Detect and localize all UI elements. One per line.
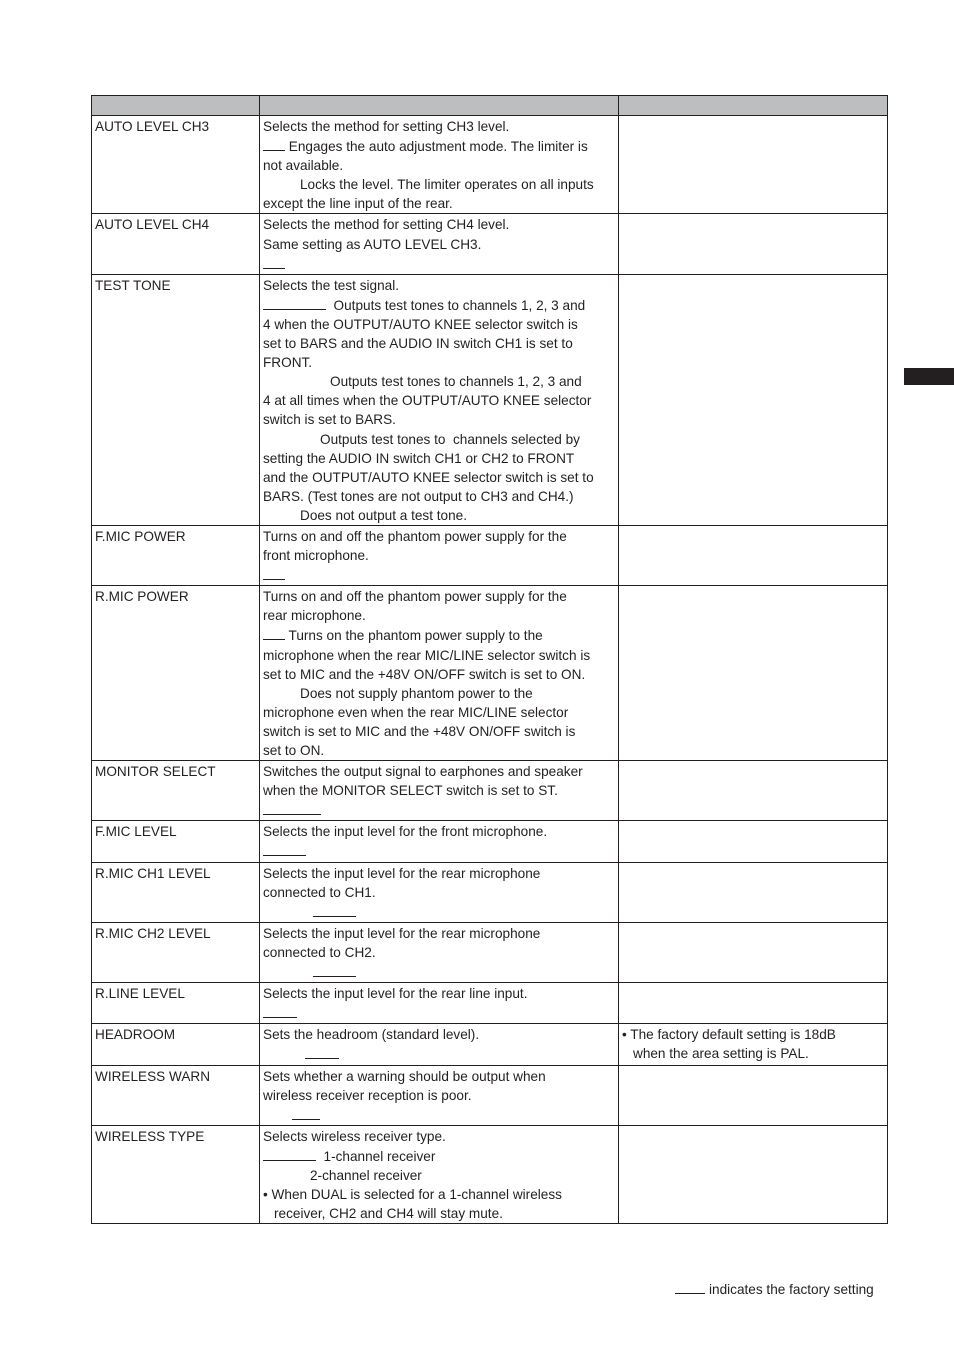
- description-text: set to ON.: [263, 743, 325, 758]
- description-line: [263, 800, 615, 820]
- item-remarks: [619, 586, 888, 761]
- description-line: [263, 781, 615, 800]
- table-row: [92, 983, 888, 1024]
- description-line: [263, 883, 615, 902]
- description-line: [263, 295, 615, 315]
- description-line: [263, 1127, 615, 1146]
- item-name: AUTO LEVEL CH4: [92, 214, 260, 274]
- description-line: [263, 1146, 615, 1166]
- factory-setting-underline: [263, 254, 285, 269]
- description-line: [263, 136, 615, 156]
- table-body: [92, 116, 888, 1224]
- description-line: [263, 587, 615, 606]
- factory-setting-underline: [305, 1044, 339, 1059]
- description-text: connected to CH2.: [263, 944, 376, 960]
- table-row: [92, 821, 888, 862]
- description-line: [263, 984, 615, 1003]
- description-line: [263, 606, 615, 625]
- description-text: Selects the test signal.: [263, 277, 400, 293]
- factory-setting-underline: [263, 625, 285, 640]
- description-line: [263, 625, 615, 645]
- item-name: F.MIC POWER: [92, 525, 260, 585]
- remark-text: The factory default setting is 18dB: [630, 1027, 836, 1043]
- factory-setting-underline: [263, 1003, 297, 1018]
- item-remarks: [619, 983, 888, 1024]
- remark-line: [622, 1025, 884, 1044]
- factory-setting-underline: [263, 295, 326, 310]
- description-text: BARS. (Test tones are not output to CH3 and CH4.): [263, 488, 574, 504]
- description-text: and the OUTPUT/AUTO KNEE selector switch is set to: [263, 469, 594, 485]
- table-row: [92, 922, 888, 982]
- description-text: 4 when the OUTPUT/AUTO KNEE selector switch is: [263, 316, 578, 332]
- item-remarks: [619, 274, 888, 525]
- description-line: [263, 943, 615, 962]
- header-remarks: [619, 96, 888, 116]
- bullet: •: [263, 1187, 272, 1203]
- remark-line: [622, 1044, 884, 1063]
- description-text: Selects the input level for the rear microphone: [263, 925, 541, 941]
- description-line: [263, 1105, 615, 1125]
- table-row: [92, 586, 888, 761]
- description-line: [263, 430, 615, 449]
- item-name: WIRELESS WARN: [92, 1065, 260, 1125]
- table-row: [92, 116, 888, 214]
- description-line: [263, 546, 615, 565]
- description-line: [263, 215, 615, 234]
- description-text: wireless receiver reception is poor.: [263, 1087, 472, 1103]
- description-text: When DUAL is selected for a 1-channel wireless: [271, 1187, 562, 1203]
- item-remarks: [619, 116, 888, 214]
- item-remarks: [619, 525, 888, 585]
- description-text: Selects the input level for the front microphone.: [263, 824, 548, 840]
- factory-setting-underline: [263, 1146, 316, 1161]
- description-line: [263, 410, 615, 429]
- item-remarks: [619, 922, 888, 982]
- factory-setting-underline: [263, 800, 321, 815]
- description-text: microphone when the rear MIC/LINE selector switch is: [263, 647, 591, 663]
- table-row: [92, 1125, 888, 1223]
- description-line: [263, 822, 615, 841]
- description-line: [263, 1166, 615, 1185]
- description-text: set to BARS and the AUDIO IN switch CH1 is set to: [263, 336, 573, 352]
- description-text: Sets whether a warning should be output when: [263, 1068, 546, 1084]
- description-line: [263, 665, 615, 684]
- item-description: [260, 214, 619, 274]
- description-text: FRONT.: [263, 355, 313, 371]
- description-text: when the MONITOR SELECT switch is set to ST.: [263, 783, 558, 799]
- item-description: [260, 983, 619, 1024]
- item-description: [260, 761, 619, 821]
- description-line: [263, 1044, 615, 1064]
- table-row: [92, 525, 888, 585]
- description-text: Selects the input level for the rear microphone: [263, 865, 541, 881]
- description-text: Outputs test tones to channels 1, 2, 3 and: [330, 374, 582, 390]
- factory-setting-legend: [675, 1279, 874, 1297]
- description-line: [263, 565, 615, 585]
- description-line: [263, 924, 615, 943]
- description-text: connected to CH1.: [263, 884, 376, 900]
- header-description: [260, 96, 619, 116]
- item-description: [260, 922, 619, 982]
- description-line: [263, 1204, 615, 1223]
- description-text: front microphone.: [263, 548, 369, 564]
- description-text: Selects the method for setting CH3 level.: [263, 119, 510, 134]
- description-text: Same setting as AUTO LEVEL CH3.: [263, 236, 482, 252]
- description-text: Outputs test tones to channels 1, 2, 3 and: [326, 297, 586, 313]
- item-name: MONITOR SELECT: [92, 761, 260, 821]
- table-row: [92, 761, 888, 821]
- description-line: [263, 468, 615, 487]
- description-line: [263, 741, 615, 760]
- description-line: [263, 254, 615, 274]
- description-text: Sets the headroom (standard level).: [263, 1027, 480, 1043]
- description-line: [263, 117, 615, 136]
- description-text: rear microphone.: [263, 608, 366, 624]
- item-name: R.MIC CH1 LEVEL: [92, 862, 260, 922]
- item-remarks: [619, 821, 888, 862]
- item-remarks: [619, 862, 888, 922]
- description-text: Selects wireless receiver type.: [263, 1128, 446, 1144]
- table-row: [92, 1024, 888, 1065]
- description-text: switch is set to MIC and the +48V ON/OFF switch is: [263, 723, 576, 739]
- header-item: [92, 96, 260, 116]
- description-line: [263, 762, 615, 781]
- description-text: not available.: [263, 158, 344, 174]
- settings-table: [91, 95, 888, 1224]
- factory-setting-underline: [292, 1105, 320, 1120]
- description-line: [263, 372, 615, 391]
- item-name: R.LINE LEVEL: [92, 983, 260, 1024]
- description-line: [263, 391, 615, 410]
- description-text: switch is set to BARS.: [263, 412, 396, 428]
- description-line: [263, 1025, 615, 1044]
- item-description: [260, 821, 619, 862]
- description-line: [263, 235, 615, 254]
- description-line: [263, 841, 615, 861]
- item-description: [260, 1065, 619, 1125]
- description-line: [263, 276, 615, 295]
- item-description: [260, 116, 619, 214]
- description-text: 1-channel receiver: [316, 1148, 436, 1164]
- table-row: [92, 274, 888, 525]
- item-name: HEADROOM: [92, 1024, 260, 1065]
- description-text: Does not supply phantom power to the: [300, 685, 533, 701]
- description-line: [263, 527, 615, 546]
- item-name: AUTO LEVEL CH3: [92, 116, 260, 214]
- description-text: Does not output a test tone.: [300, 507, 468, 523]
- description-text: set to MIC and the +48V ON/OFF switch is set to ON.: [263, 666, 586, 682]
- description-line: [263, 902, 615, 922]
- item-description: [260, 1024, 619, 1065]
- description-text: Outputs test tones to channels selected by: [320, 431, 580, 447]
- description-line: [263, 646, 615, 665]
- description-text: except the line input of the rear.: [263, 196, 453, 212]
- description-text: 2-channel receiver: [310, 1167, 422, 1183]
- description-line: [263, 487, 615, 506]
- item-name: WIRELESS TYPE: [92, 1125, 260, 1223]
- description-text: Engages the auto adjustment mode. The limiter is: [285, 139, 588, 155]
- description-line: [263, 156, 615, 175]
- description-line: [263, 194, 615, 213]
- description-line: [263, 722, 615, 741]
- remark-text: when the area setting is PAL.: [633, 1046, 809, 1062]
- table-header-row: [92, 96, 888, 116]
- section-tab: [904, 368, 954, 385]
- description-line: [263, 315, 615, 334]
- factory-setting-underline: [313, 902, 356, 917]
- description-text: Turns on the phantom power supply to the: [285, 628, 543, 644]
- legend-text: indicates the factory setting: [709, 1282, 874, 1297]
- description-text: microphone even when the rear MIC/LINE selector: [263, 704, 569, 720]
- item-remarks: [619, 1125, 888, 1223]
- item-name: F.MIC LEVEL: [92, 821, 260, 862]
- item-remarks: [619, 1024, 888, 1065]
- factory-setting-underline: [263, 565, 285, 580]
- item-description: [260, 1125, 619, 1223]
- item-name: R.MIC CH2 LEVEL: [92, 922, 260, 982]
- factory-setting-underline: [263, 136, 285, 151]
- item-description: [260, 586, 619, 761]
- item-remarks: [619, 761, 888, 821]
- underline-sample: [675, 1279, 705, 1294]
- item-name: TEST TONE: [92, 274, 260, 525]
- description-text: setting the AUDIO IN switch CH1 or CH2 to FRONT: [263, 450, 575, 466]
- description-line: [263, 703, 615, 722]
- table-row: [92, 1065, 888, 1125]
- description-line: [263, 449, 615, 468]
- description-line: [263, 506, 615, 525]
- description-text: Selects the input level for the rear line input.: [263, 986, 528, 1002]
- description-text: Turns on and off the phantom power supply for the: [263, 528, 567, 544]
- description-text: Locks the level. The limiter operates on all inputs: [300, 177, 594, 193]
- item-remarks: [619, 214, 888, 274]
- item-name: R.MIC POWER: [92, 586, 260, 761]
- bullet: •: [622, 1027, 631, 1043]
- description-line: [263, 1086, 615, 1105]
- description-line: [263, 962, 615, 982]
- description-line: [263, 864, 615, 883]
- description-text: receiver, CH2 and CH4 will stay mute.: [274, 1206, 503, 1222]
- description-text: Turns on and off the phantom power supply for the: [263, 589, 567, 605]
- item-description: [260, 525, 619, 585]
- table-row: [92, 862, 888, 922]
- item-description: [260, 862, 619, 922]
- description-line: [263, 1003, 615, 1023]
- description-line: [263, 1185, 615, 1204]
- item-remarks: [619, 1065, 888, 1125]
- description-line: [263, 684, 615, 703]
- description-line: [263, 175, 615, 194]
- description-line: [263, 334, 615, 353]
- description-text: Selects the method for setting CH4 level.: [263, 217, 510, 233]
- description-text: 4 at all times when the OUTPUT/AUTO KNEE selector: [263, 393, 592, 409]
- table-row: [92, 214, 888, 274]
- item-description: [260, 274, 619, 525]
- description-text: Switches the output signal to earphones and speaker: [263, 764, 583, 780]
- factory-setting-underline: [263, 841, 306, 856]
- factory-setting-underline: [313, 962, 356, 977]
- description-line: [263, 353, 615, 372]
- description-line: [263, 1067, 615, 1086]
